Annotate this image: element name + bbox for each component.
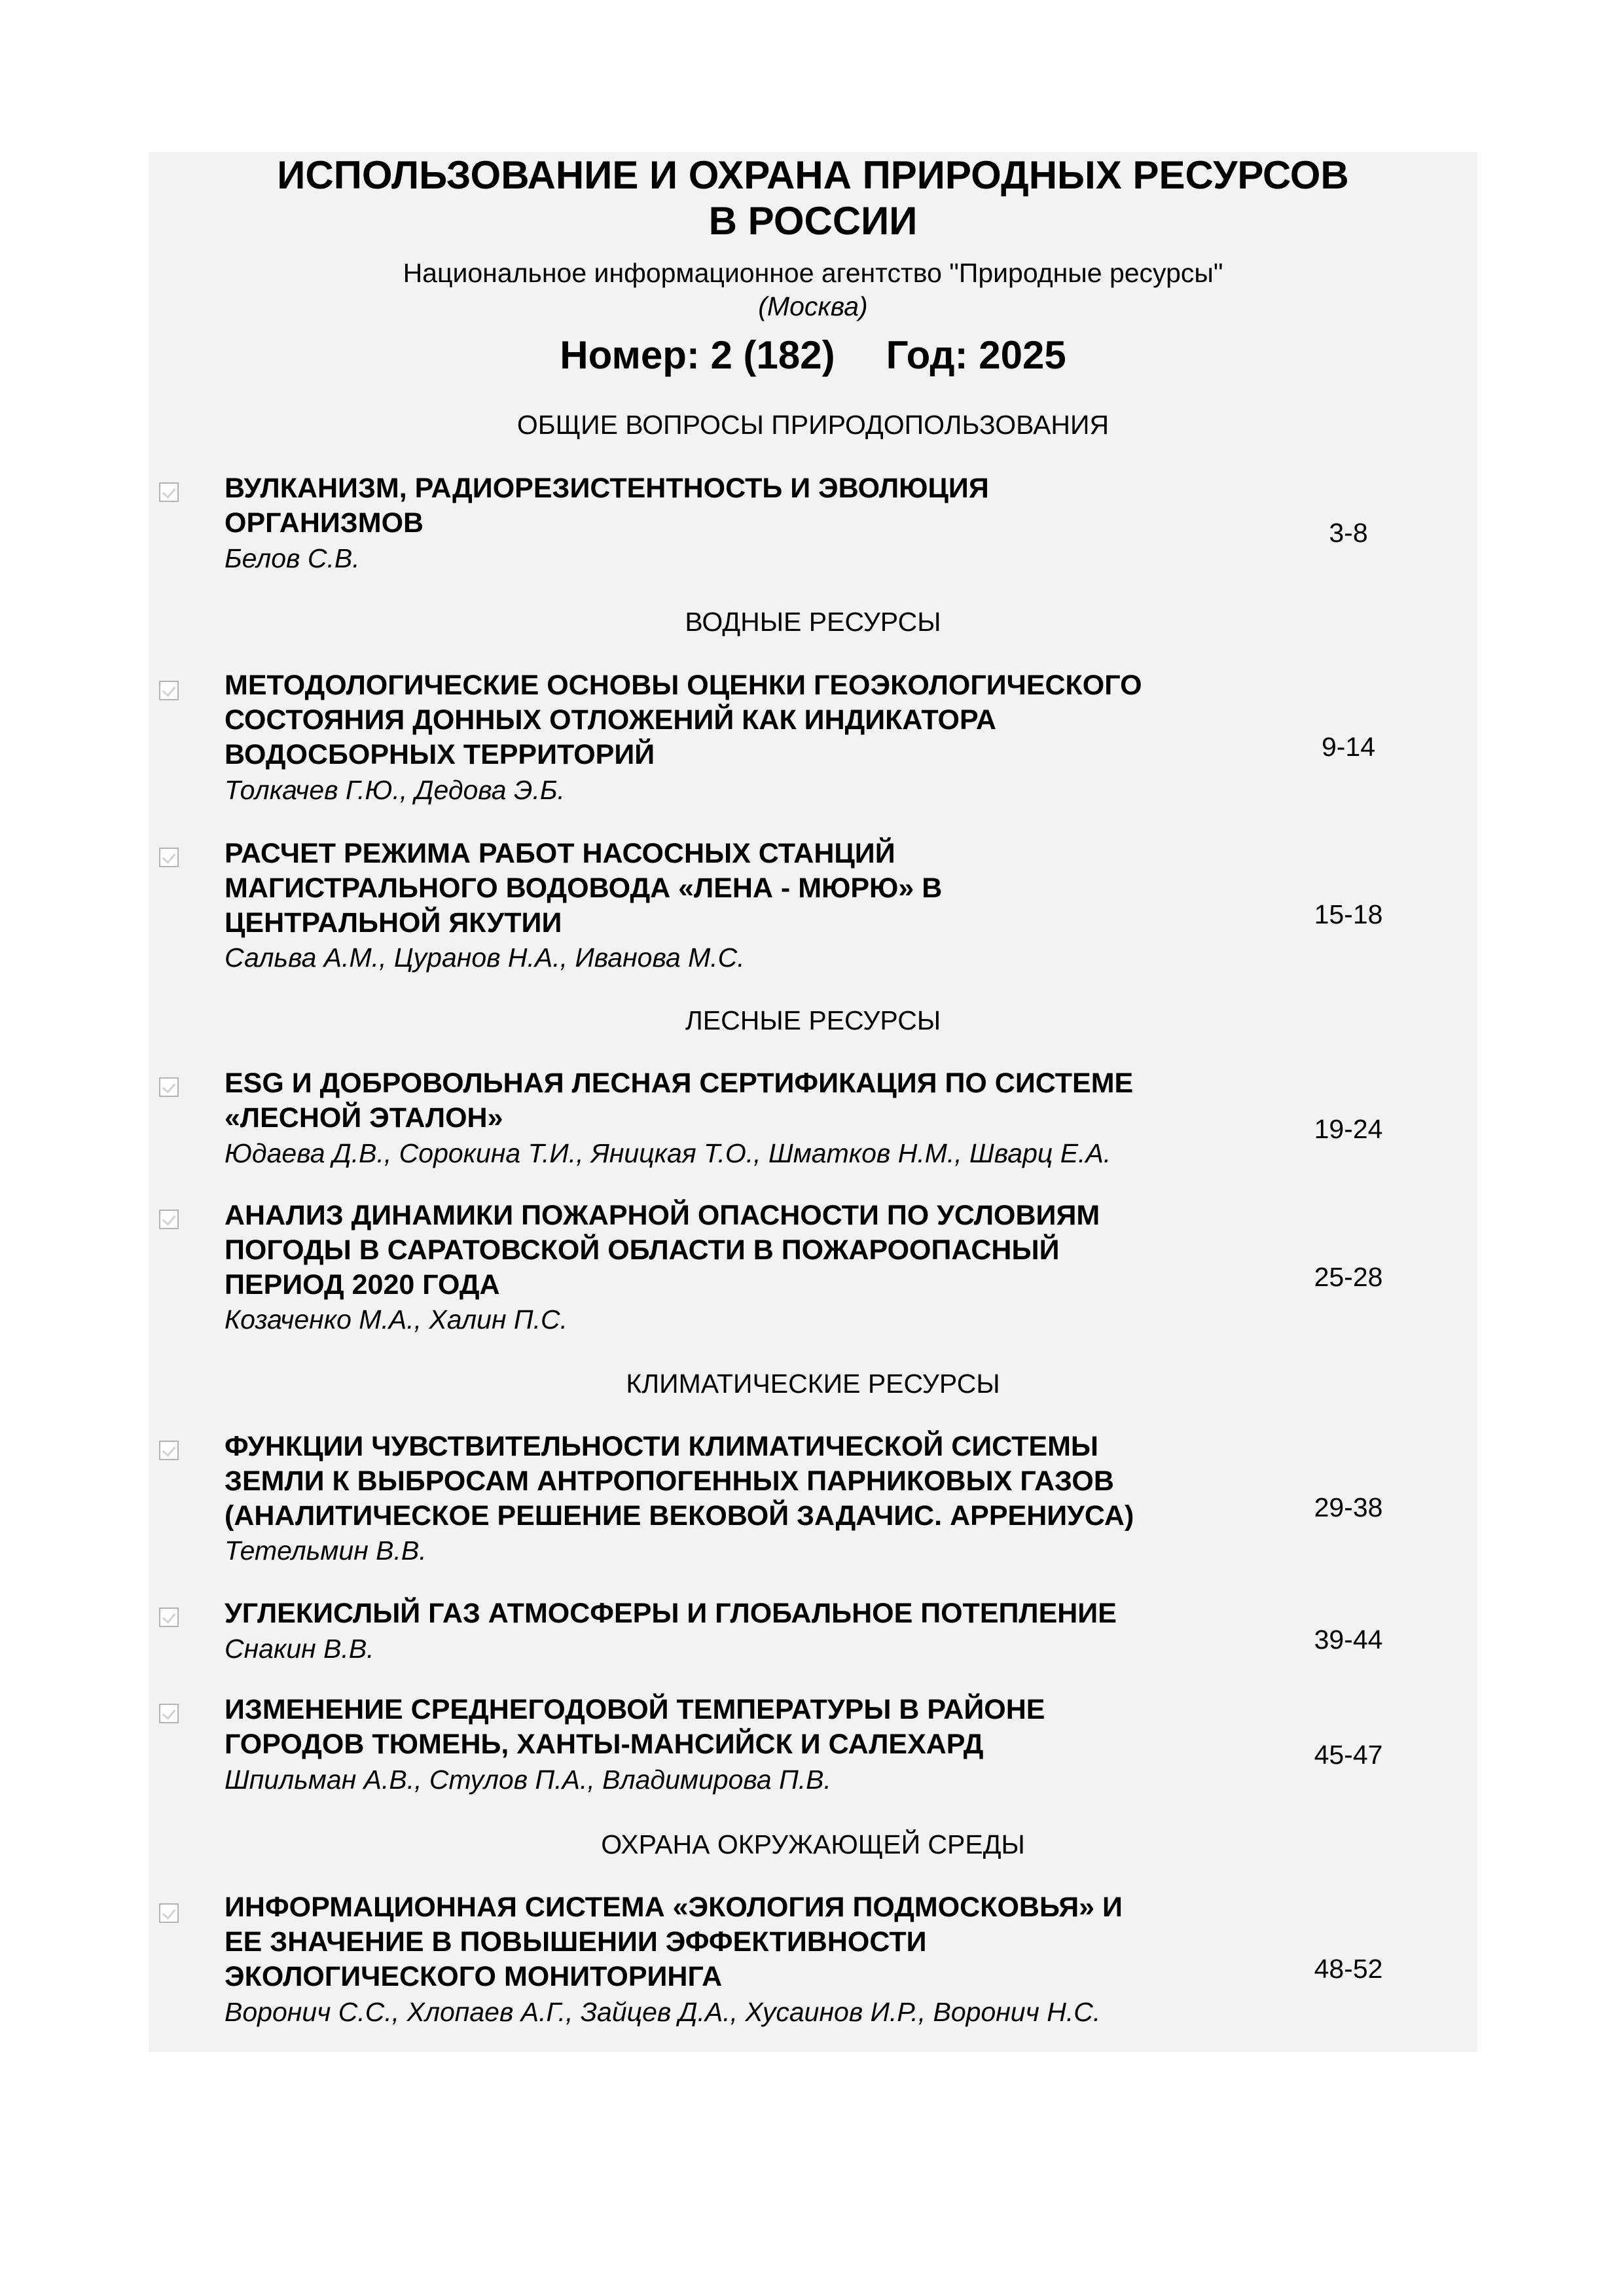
- publisher: Национальное информационное агентство "Природные ресурсы": [403, 258, 1223, 288]
- article-pages: 48-52: [1314, 1954, 1383, 1984]
- article-title[interactable]: РАСЧЕТ РЕЖИМА РАБОТ НАСОСНЫХ СТАНЦИЙ МАГИСТРАЛЬНОГО ВОДОВОДА «ЛЕНА - МЮРЮ» В ЦЕНТРАЛЬНОЙ ЯКУТИИ: [225, 838, 943, 939]
- article-title[interactable]: ИЗМЕНЕНИЕ СРЕДНЕГОДОВОЙ ТЕМПЕРАТУРЫ В РАЙОНЕ ГОРОДОВ ТЮМЕНЬ, ХАНТЫ-МАНСИЙСК И САЛЕХАРД: [225, 1694, 1045, 1760]
- article-pages: 19-24: [1314, 1114, 1383, 1144]
- article-authors: Тетельмин В.В.: [225, 1535, 427, 1566]
- article-authors: Снакин В.В.: [225, 1634, 374, 1664]
- article-checkbox[interactable]: [159, 1607, 179, 1627]
- article-checkbox[interactable]: [159, 1704, 179, 1723]
- article-checkbox[interactable]: [159, 482, 179, 502]
- section-heading: КЛИМАТИЧЕСКИЕ РЕСУРСЫ: [626, 1369, 1000, 1399]
- article-authors: Толкачев Г.Ю., Дедова Э.Б.: [225, 775, 565, 805]
- article-checkbox[interactable]: [159, 1210, 179, 1229]
- article-pages: 15-18: [1314, 899, 1383, 929]
- article-checkbox[interactable]: [159, 1903, 179, 1923]
- article-title[interactable]: УГЛЕКИСЛЫЙ ГАЗ АТМОСФЕРЫ И ГЛОБАЛЬНОЕ ПОТЕПЛЕНИЕ: [225, 1598, 1117, 1629]
- issue-number: Номер: 2 (182): [560, 333, 835, 377]
- article-pages: 39-44: [1314, 1624, 1383, 1655]
- article-authors: Белов С.В.: [225, 543, 360, 573]
- article-title[interactable]: ИНФОРМАЦИОННАЯ СИСТЕМА «ЭКОЛОГИЯ ПОДМОСКОВЬЯ» И ЕЕ ЗНАЧЕНИЕ В ПОВЫШЕНИИ ЭФФЕКТИВНОСТИ ЭКОЛОГИЧЕСКОГО МОНИТОРИНГА: [225, 1892, 1123, 1992]
- article-authors: Юдаева Д.В., Сорокина Т.И., Яницкая Т.О., Шматков Н.М., Шварц Е.А.: [225, 1138, 1111, 1168]
- section-heading: ОХРАНА ОКРУЖАЮЩЕЙ СРЕДЫ: [601, 1829, 1025, 1859]
- article-checkbox[interactable]: [159, 1441, 179, 1460]
- article-title[interactable]: ВУЛКАНИЗМ, РАДИОРЕЗИСТЕНТНОСТЬ И ЭВОЛЮЦИЯ ОРГАНИЗМОВ: [225, 473, 989, 539]
- article-title[interactable]: ФУНКЦИИ ЧУВСТВИТЕЛЬНОСТИ КЛИМАТИЧЕСКОЙ СИСТЕМЫ ЗЕМЛИ К ВЫБРОСАМ АНТРОПОГЕННЫХ ПАРНИКОВЫХ ГАЗОВ (АНАЛИТИЧЕСКОЕ РЕШЕНИЕ ВЕКОВОЙ ЗАДАЧИС. АРРЕНИУСА): [225, 1431, 1134, 1532]
- article-authors: Козаченко М.А., Халин П.С.: [225, 1304, 568, 1335]
- article-pages: 3-8: [1329, 518, 1368, 548]
- issue-info: [149, 332, 1477, 378]
- section-heading: ОБЩИЕ ВОПРОСЫ ПРИРОДОПОЛЬЗОВАНИЯ: [516, 410, 1110, 440]
- article-pages: 25-28: [1314, 1262, 1383, 1292]
- article-checkbox[interactable]: [159, 681, 179, 700]
- article-authors: Воронич С.С., Хлопаев А.Г., Зайцев Д.А., Хусаинов И.Р., Воронич Н.С.: [225, 1997, 1101, 2027]
- article-checkbox[interactable]: [159, 848, 179, 867]
- article-authors: Шпильман А.В., Стулов П.А., Владимирова П.В.: [225, 1765, 831, 1795]
- journal-title-line-2: В РОССИИ: [708, 199, 918, 243]
- journal-title-line-1: ИСПОЛЬЗОВАНИЕ И ОХРАНА ПРИРОДНЫХ РЕСУРСОВ: [277, 153, 1349, 197]
- issue-year: Год: 2025: [886, 333, 1066, 377]
- article-pages: 9-14: [1321, 732, 1376, 762]
- article-pages: 29-38: [1314, 1492, 1383, 1522]
- article-authors: Сальва А.М., Цуранов Н.А., Иванова М.С.: [225, 942, 745, 973]
- article-checkbox[interactable]: [159, 1077, 179, 1097]
- article-title[interactable]: ESG И ДОБРОВОЛЬНАЯ ЛЕСНАЯ СЕРТИФИКАЦИЯ ПО СИСТЕМЕ «ЛЕСНОЙ ЭТАЛОН»: [225, 1067, 1134, 1134]
- article-title[interactable]: МЕТОДОЛОГИЧЕСКИЕ ОСНОВЫ ОЦЕНКИ ГЕОЭКОЛОГИЧЕСКОГО СОСТОЯНИЯ ДОННЫХ ОТЛОЖЕНИЙ КАК ИНДИКАТОРА ВОДОСБОРНЫХ ТЕРРИТОРИЙ: [225, 670, 1142, 770]
- section-heading: ЛЕСНЫЕ РЕСУРСЫ: [685, 1005, 941, 1035]
- publisher-city: (Москва): [758, 291, 868, 321]
- article-title[interactable]: АНАЛИЗ ДИНАМИКИ ПОЖАРНОЙ ОПАСНОСТИ ПО УСЛОВИЯМ ПОГОДЫ В САРАТОВСКОЙ ОБЛАСТИ В ПОЖАРООПАСНЫЙ ПЕРИОД 2020 ГОДА: [225, 1200, 1100, 1300]
- article-pages: 45-47: [1314, 1740, 1383, 1770]
- section-heading: ВОДНЫЕ РЕСУРСЫ: [685, 607, 941, 637]
